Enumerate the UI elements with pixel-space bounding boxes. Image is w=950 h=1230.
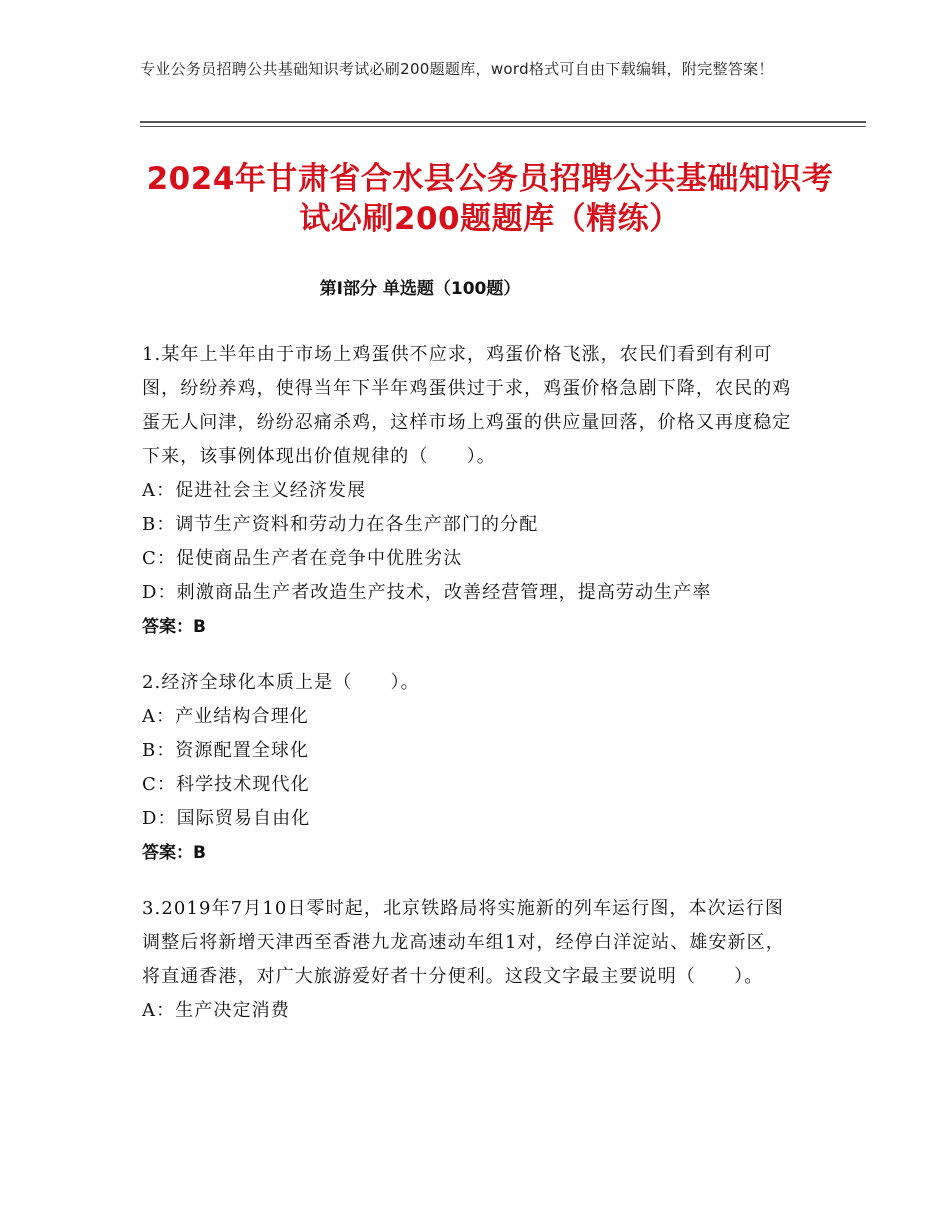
option-b: B：资源配置全球化 <box>142 740 310 761</box>
option-d: D：刺激商品生产者改造生产技术，改善经营管理，提高劳动生产率 <box>142 582 712 603</box>
option-a: A：生产决定消费 <box>142 1000 290 1021</box>
question-2 <box>142 666 802 870</box>
header-divider-thick <box>140 121 866 123</box>
answer: 答案：B <box>142 617 206 637</box>
question-3 <box>142 892 802 1028</box>
answer: 答案：B <box>142 843 206 863</box>
option-c: C：科学技术现代化 <box>142 774 310 795</box>
document-title: 2024年甘肃省合水县公务员招聘公共基础知识考试必刷200题题库（精练） <box>146 161 834 237</box>
option-d: D：国际贸易自由化 <box>142 808 311 829</box>
question-stem: 1.某年上半年由于市场上鸡蛋供不应求，鸡蛋价格飞涨，农民们看到有利可图，纷纷养鸡，使得当年下半年鸡蛋供过于求，鸡蛋价格急剧下降，农民的鸡蛋无人问津，纷纷忍痛杀鸡，这样市场上鸡蛋的供应量回落，价格又再度稳定下来，该事例体现出价值规律的（ ）。 <box>142 344 792 467</box>
option-b: B：调节生产资料和劳动力在各生产部门的分配 <box>142 514 539 535</box>
option-a: A：产业结构合理化 <box>142 706 309 727</box>
question-stem: 3.2019年7月10日零时起，北京铁路局将实施新的列车运行图，本次运行图调整后将新增天津西至香港九龙高速动车组1对，经停白洋淀站、雄安新区，将直通香港，对广大旅游爱好者十分便利。这段文字最主要说明（ ）。 <box>142 898 785 987</box>
option-a: A：促进社会主义经济发展 <box>142 480 367 501</box>
section-title: 第Ⅰ部分 单选题（100题） <box>319 279 521 299</box>
header-note: 专业公务员招聘公共基础知识考试必刷200题题库，word格式可自由下载编辑，附完整答案！ <box>140 60 774 78</box>
question-1 <box>142 338 802 644</box>
option-c: C：促使商品生产者在竞争中优胜劣汰 <box>142 548 463 569</box>
question-list <box>142 338 802 1050</box>
header-divider-thin <box>140 126 866 127</box>
question-stem: 2.经济全球化本质上是（ ）。 <box>142 672 420 693</box>
